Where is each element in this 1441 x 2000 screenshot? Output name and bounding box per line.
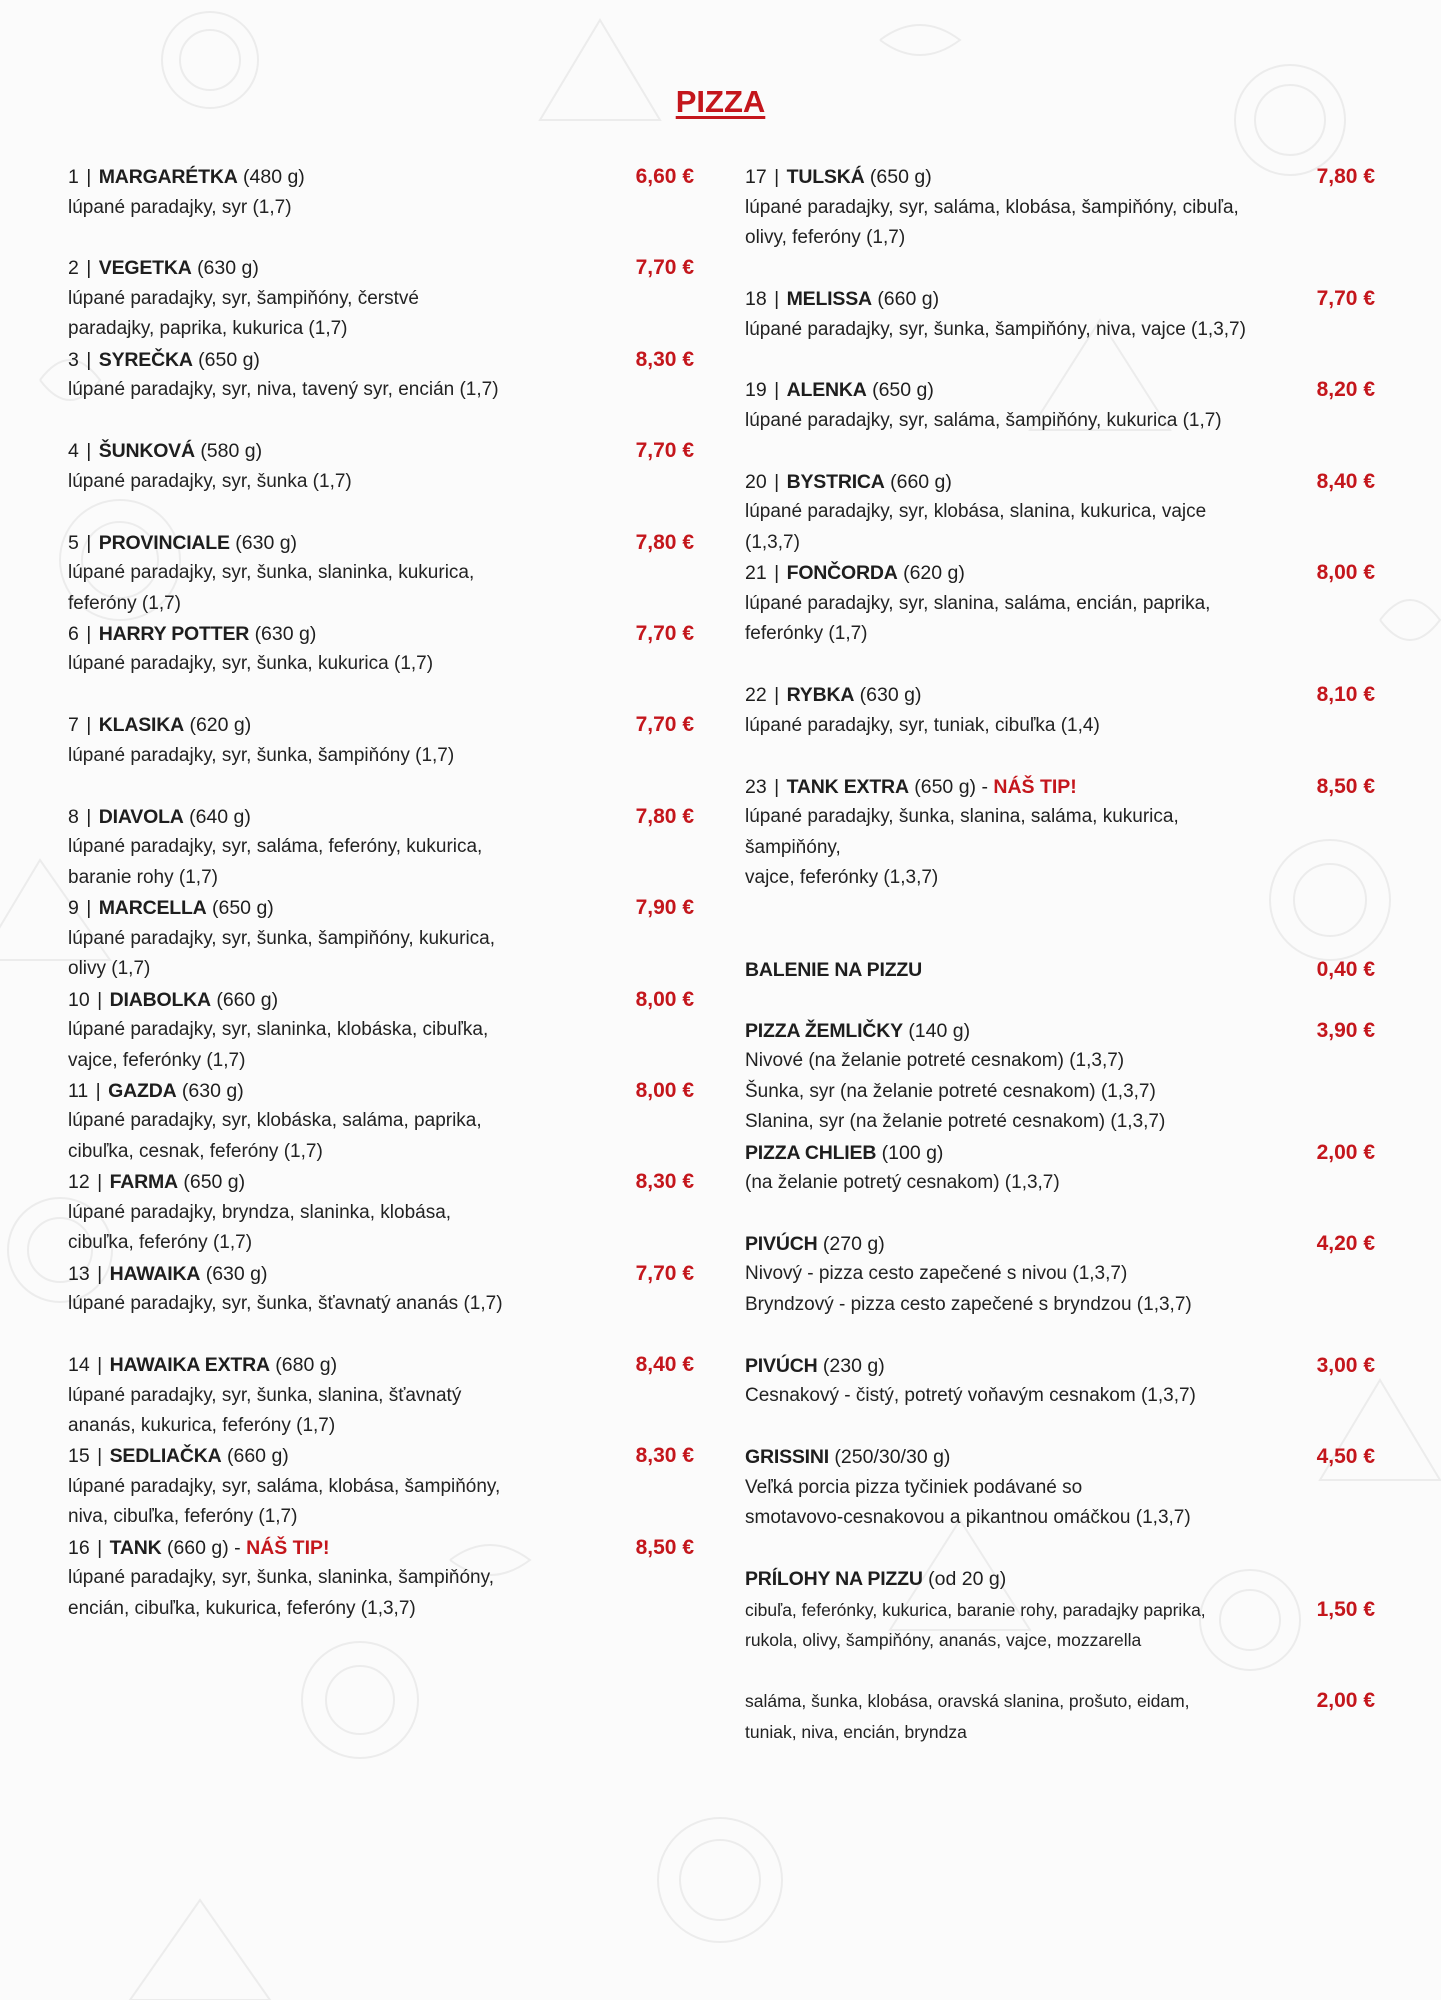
item-number: 20	[745, 470, 767, 493]
item-price: 7,80 €	[635, 804, 694, 828]
item-description: cibuľka, feferóny (1,7)	[68, 1232, 253, 1254]
item-name: FARMA	[109, 1171, 178, 1194]
item-description: lúpané paradajky, syr, klobása, slanina, kukurica, vajce (1,3,7)	[745, 501, 1207, 553]
menu-item	[745, 772, 1375, 894]
page-title: PIZZA	[675, 84, 766, 119]
item-description: Nivový - pizza cesto zapečené s nivou (1,3,7)	[745, 1263, 1128, 1285]
item-price: 7,80 €	[635, 530, 694, 554]
item-description: lúpané paradajky, šunka, slanina, saláma, kukurica, šampiňóny,	[745, 806, 1179, 858]
item-separator: |	[768, 379, 785, 402]
item-name: HARRY POTTER	[98, 622, 250, 645]
item-description: lúpané paradajky, syr, slaninka, klobáska, cibuľka,	[68, 1019, 489, 1041]
item-name: GRISSINI	[745, 1446, 829, 1469]
menu-item	[68, 1441, 694, 1532]
item-number: 9	[68, 897, 79, 920]
item-description: feferóny (1,7)	[68, 592, 181, 614]
extra-item	[745, 1351, 1375, 1442]
item-price: 7,70 €	[635, 256, 694, 280]
item-heading	[745, 1138, 1265, 1169]
item-heading	[745, 1016, 1265, 1047]
item-heading	[68, 985, 584, 1016]
item-price: 7,70 €	[635, 1261, 694, 1285]
item-name: ŠUNKOVÁ	[98, 440, 195, 463]
item-weight: (620 g)	[189, 714, 252, 737]
item-number: 14	[68, 1354, 90, 1377]
item-name: TULSKÁ	[786, 166, 865, 188]
menu-item	[68, 710, 694, 801]
item-name: BALENIE NA PIZZU	[745, 958, 922, 981]
menu-item	[745, 558, 1375, 680]
item-separator: |	[91, 988, 108, 1011]
item-price: 8,50 €	[1316, 774, 1375, 798]
item-description: baranie rohy (1,7)	[68, 866, 218, 888]
item-description: lúpané paradajky, syr, šunka, šampiňóny (1,7)	[68, 744, 455, 766]
item-weight: (630 g)	[235, 531, 298, 554]
item-heading	[68, 802, 584, 833]
item-name: BYSTRICA	[786, 470, 885, 493]
item-number: 10	[68, 988, 90, 1011]
menu-item	[745, 284, 1375, 375]
item-weight: (660 g)	[227, 1445, 289, 1468]
item-number: 17	[745, 166, 767, 188]
pizza-list-right	[745, 162, 1375, 1778]
item-price: 7,70 €	[1316, 287, 1375, 310]
item-weight: (650 g)	[872, 379, 934, 402]
item-weight: (630 g)	[181, 1079, 244, 1102]
item-price: 3,00 €	[1316, 1353, 1375, 1377]
item-weight: (680 g)	[275, 1354, 338, 1377]
item-heading	[68, 1533, 584, 1564]
item-description: lúpané paradajky, syr, šunka, šťavnatý ananás (1,7)	[68, 1293, 503, 1315]
item-separator: |	[768, 775, 785, 798]
item-heading	[68, 619, 584, 650]
item-name: SYREČKA	[98, 348, 193, 371]
item-separator: |	[80, 166, 97, 188]
item-heading	[68, 253, 584, 284]
menu-item	[68, 1533, 694, 1624]
item-number: 8	[68, 805, 79, 828]
item-heading	[745, 1564, 1265, 1595]
extra-item	[745, 1016, 1375, 1138]
item-separator: |	[80, 622, 97, 645]
menu-item	[68, 893, 694, 984]
item-name: KLASIKA	[98, 714, 185, 737]
item-separator: |	[91, 1536, 108, 1559]
item-price: 0,40 €	[1316, 957, 1375, 981]
item-description: lúpané paradajky, syr, slanina, saláma, encián, paprika,	[745, 592, 1211, 614]
item-description: vajce, feferónky (1,7)	[68, 1049, 246, 1071]
item-weight: (630 g)	[859, 684, 922, 707]
item-weight: (650 g)	[869, 166, 932, 188]
item-weight: (580 g)	[200, 440, 263, 463]
item-weight: (640 g)	[189, 805, 251, 828]
item-separator: |	[80, 440, 97, 463]
item-description: lúpané paradajky, syr, saláma, klobása, šampiňóny,	[68, 1475, 501, 1497]
menu-item	[68, 345, 694, 436]
item-description: lúpané paradajky, syr, saláma, klobása, šampiňóny, cibuľa,	[745, 196, 1239, 218]
item-description: olivy (1,7)	[68, 958, 151, 980]
item-number: 23	[745, 775, 767, 798]
item-description: encián, cibuľka, kukurica, feferóny (1,3,7)	[68, 1597, 416, 1619]
item-heading	[68, 1441, 584, 1472]
item-heading	[68, 1350, 584, 1381]
item-name: FONČORDA	[786, 562, 898, 585]
item-number: 15	[68, 1445, 90, 1468]
item-description: lúpané paradajky, bryndza, slaninka, klobása,	[68, 1201, 452, 1223]
item-description: lúpané paradajky, syr (1,7)	[68, 196, 292, 218]
item-price: 8,20 €	[1316, 378, 1375, 402]
item-price: 8,00 €	[635, 1078, 694, 1102]
tip-badge: NÁŠ TIP!	[246, 1536, 330, 1559]
item-price: 4,50 €	[1316, 1445, 1375, 1469]
item-name: VEGETKA	[98, 257, 192, 280]
item-name: MARGARÉTKA	[98, 166, 238, 188]
item-price: 8,10 €	[1316, 683, 1375, 707]
topping-group	[745, 1595, 1375, 1686]
item-weight: (650 g)	[212, 897, 274, 920]
item-number: 3	[68, 348, 79, 371]
menu-item	[68, 802, 694, 893]
item-description: Nivové (na želanie potreté cesnakom) (1,3,7)	[745, 1050, 1125, 1072]
item-name: PRÍLOHY NA PIZZU	[745, 1568, 923, 1591]
item-heading	[68, 710, 584, 741]
item-separator: |	[91, 1445, 108, 1468]
item-price: 8,00 €	[1316, 561, 1375, 585]
item-description: paradajky, paprika, kukurica (1,7)	[68, 318, 348, 340]
item-name: PIVÚCH	[745, 1354, 818, 1377]
item-separator: |	[768, 470, 785, 493]
item-name: HAWAIKA	[109, 1262, 201, 1285]
item-weight: (650 g) -	[914, 775, 988, 798]
menu-item	[68, 253, 694, 344]
item-heading	[68, 1076, 584, 1107]
item-number: 7	[68, 714, 79, 737]
item-description: saláma, šunka, klobása, oravská slanina, prošuto, eidam,	[745, 1691, 1190, 1712]
menu-item	[68, 1350, 694, 1441]
item-separator: |	[80, 348, 97, 371]
item-separator: |	[80, 714, 97, 737]
item-price: 8,00 €	[635, 987, 694, 1011]
item-name: PIVÚCH	[745, 1232, 818, 1255]
item-heading	[68, 162, 584, 193]
item-name: DIAVOLA	[98, 805, 184, 828]
item-description: cibuľa, feferónky, kukurica, baranie rohy, paradajky paprika,	[745, 1599, 1206, 1620]
item-name: MELISSA	[786, 288, 872, 310]
item-weight: (480 g)	[243, 166, 305, 188]
item-price: 7,90 €	[635, 896, 694, 920]
extra-item	[745, 955, 1375, 1016]
item-heading	[68, 345, 584, 376]
item-name: SEDLIAČKA	[109, 1445, 222, 1468]
item-price: 2,00 €	[1316, 1140, 1375, 1164]
item-separator: |	[91, 1354, 108, 1377]
item-description: olivy, feferóny (1,7)	[745, 227, 906, 248]
pizza-list-right-items	[745, 162, 1375, 894]
item-name: PIZZA CHLIEB	[745, 1141, 877, 1164]
item-separator: |	[80, 257, 97, 280]
item-weight: (100 g)	[881, 1141, 944, 1164]
item-price: 8,40 €	[635, 1353, 694, 1377]
item-number: 11	[68, 1079, 89, 1102]
item-heading	[68, 1167, 584, 1198]
menu-item	[745, 680, 1375, 771]
item-description: rukola, olivy, šampiňóny, ananás, vajce, mozzarella	[745, 1630, 1142, 1651]
menu-item	[68, 1167, 694, 1258]
item-weight: (650 g)	[183, 1171, 246, 1194]
item-price: 8,30 €	[635, 1170, 694, 1194]
item-price: 7,70 €	[635, 439, 694, 463]
item-separator: |	[91, 1171, 108, 1194]
item-separator: |	[768, 562, 785, 585]
item-separator: |	[90, 1079, 107, 1102]
item-separator: |	[80, 805, 97, 828]
item-heading	[745, 558, 1265, 589]
item-heading	[745, 1351, 1265, 1382]
extras-list	[745, 955, 1375, 1778]
item-weight: (660 g) -	[166, 1536, 241, 1559]
item-heading	[68, 893, 584, 924]
item-weight: (620 g)	[903, 562, 965, 585]
item-description: lúpané paradajky, syr, klobáska, saláma, paprika,	[68, 1110, 482, 1132]
item-separator: |	[91, 1262, 108, 1285]
item-description: lúpané paradajky, syr, šunka, šampiňóny, kukurica,	[68, 927, 496, 949]
item-price: 6,60 €	[635, 165, 694, 188]
item-weight: (od 20 g)	[928, 1568, 1007, 1591]
item-heading	[68, 1259, 584, 1290]
menu-item	[68, 162, 694, 253]
item-separator: |	[768, 288, 785, 310]
item-name: PIZZA ŽEMLIČKY	[745, 1019, 903, 1042]
item-description: feferónky (1,7)	[745, 623, 868, 645]
item-weight: (630 g)	[197, 257, 259, 280]
item-price: 7,80 €	[1316, 165, 1375, 188]
item-name: DIABOLKA	[109, 988, 211, 1011]
extra-item	[745, 1138, 1375, 1229]
menu-item	[745, 467, 1375, 558]
item-description: Veľká porcia pizza tyčiniek podávané so	[745, 1476, 1083, 1498]
item-price: 8,40 €	[1316, 469, 1375, 493]
item-weight: (660 g)	[216, 988, 279, 1011]
item-price: 4,20 €	[1316, 1231, 1375, 1255]
item-heading	[745, 375, 1265, 406]
item-heading	[745, 1442, 1265, 1473]
item-description: lúpané paradajky, syr, saláma, šampiňóny, kukurica (1,7)	[745, 409, 1222, 431]
extra-item-toppings	[745, 1564, 1375, 1595]
item-weight: (270 g)	[822, 1232, 885, 1255]
item-description: vajce, feferónky (1,3,7)	[745, 867, 939, 889]
item-heading	[745, 284, 1265, 315]
item-weight: (660 g)	[877, 288, 940, 310]
item-separator: |	[80, 531, 97, 554]
item-number: 21	[745, 562, 767, 585]
item-number: 1	[68, 166, 79, 188]
item-heading	[745, 467, 1265, 498]
item-name: TANK EXTRA	[786, 775, 909, 798]
item-price: 1,50 €	[1316, 1597, 1375, 1621]
item-name: MARCELLA	[98, 897, 207, 920]
item-price: 7,70 €	[635, 621, 694, 645]
item-weight: (650 g)	[198, 348, 260, 371]
item-number: 13	[68, 1262, 90, 1285]
item-price: 2,00 €	[1316, 1689, 1375, 1713]
item-description: lúpané paradajky, syr, šunka, slanina, šťavnatý	[68, 1384, 462, 1406]
item-name: GAZDA	[108, 1079, 177, 1102]
item-price: 8,50 €	[635, 1535, 694, 1559]
item-description: lúpané paradajky, syr, niva, tavený syr, encián (1,7)	[68, 379, 499, 401]
item-heading	[745, 680, 1265, 711]
item-description: lúpané paradajky, syr, šunka, kukurica (1,7)	[68, 653, 434, 675]
tip-badge: NÁŠ TIP!	[993, 775, 1077, 798]
item-heading	[745, 772, 1265, 803]
item-description: lúpané paradajky, syr, šampiňóny, čerstvé	[68, 287, 419, 309]
item-number: 22	[745, 684, 767, 707]
item-weight: (230 g)	[822, 1354, 885, 1377]
item-name: TANK	[109, 1536, 162, 1559]
item-price: 8,30 €	[635, 1444, 694, 1468]
item-weight: (630 g)	[205, 1262, 268, 1285]
item-description: Bryndzový - pizza cesto zapečené s bryndzou (1,3,7)	[745, 1293, 1192, 1315]
item-description: smotavovo-cesnakovou a pikantnou omáčkou (1,3,7)	[745, 1507, 1191, 1529]
item-description: cibuľka, cesnak, feferóny (1,7)	[68, 1140, 323, 1162]
menu-item	[68, 619, 694, 710]
item-number: 18	[745, 288, 767, 310]
item-price: 7,70 €	[635, 713, 694, 737]
item-price: 3,90 €	[1316, 1018, 1375, 1042]
item-separator: |	[768, 166, 785, 188]
item-heading	[745, 162, 1265, 193]
item-number: 16	[68, 1536, 90, 1559]
item-name: RYBKA	[786, 684, 855, 707]
item-separator: |	[80, 897, 97, 920]
item-description: lúpané paradajky, syr, šunka (1,7)	[68, 470, 352, 492]
item-description: lúpané paradajky, syr, šunka, šampiňóny, niva, vajce (1,3,7)	[745, 318, 1246, 340]
topping-group	[745, 1686, 1375, 1777]
item-separator: |	[768, 684, 785, 707]
item-name: HAWAIKA EXTRA	[109, 1354, 270, 1377]
item-description: lúpané paradajky, syr, tuniak, cibuľka (1,4)	[745, 714, 1100, 736]
extra-item	[745, 1442, 1375, 1564]
section-spacer	[745, 894, 1375, 955]
item-heading	[68, 528, 584, 559]
item-number: 5	[68, 531, 79, 554]
item-description: Cesnakový - čistý, potretý voňavým cesnakom (1,3,7)	[745, 1385, 1196, 1407]
item-name: ALENKA	[786, 379, 867, 402]
menu-item	[745, 162, 1375, 284]
menu-item	[68, 1076, 694, 1167]
item-description: niva, cibuľka, feferóny (1,7)	[68, 1506, 298, 1528]
item-description: tuniak, niva, encián, bryndza	[745, 1721, 967, 1742]
menu-item	[745, 375, 1375, 466]
item-number: 4	[68, 440, 79, 463]
item-name: PROVINCIALE	[98, 531, 230, 554]
menu-item	[68, 1259, 694, 1350]
item-weight: (140 g)	[908, 1019, 971, 1042]
item-description: Šunka, syr (na želanie potreté cesnakom) (1,3,7)	[745, 1080, 1156, 1102]
item-description: lúpané paradajky, syr, šunka, slaninka, šampiňóny,	[68, 1567, 494, 1589]
item-description: lúpané paradajky, syr, saláma, feferóny, kukurica,	[68, 836, 483, 858]
item-weight: (630 g)	[254, 622, 317, 645]
item-description: ananás, kukurica, feferóny (1,7)	[68, 1415, 336, 1437]
item-weight: (250/30/30 g)	[834, 1446, 951, 1469]
item-description: (na želanie potretý cesnakom) (1,3,7)	[745, 1172, 1060, 1194]
extra-item	[745, 1229, 1375, 1351]
item-number: 19	[745, 379, 767, 402]
item-heading	[68, 436, 584, 467]
item-price: 8,30 €	[635, 347, 694, 371]
item-description: Slanina, syr (na želanie potreté cesnakom) (1,3,7)	[745, 1111, 1166, 1133]
menu-item	[68, 985, 694, 1076]
menu-item	[68, 436, 694, 527]
item-heading	[745, 955, 1265, 986]
item-weight: (660 g)	[890, 470, 952, 493]
pizza-list-left	[68, 162, 694, 1624]
menu-item	[68, 528, 694, 619]
item-number: 2	[68, 257, 79, 280]
item-heading	[745, 1229, 1265, 1260]
item-description: lúpané paradajky, syr, šunka, slaninka, kukurica,	[68, 562, 475, 584]
item-number: 6	[68, 622, 79, 645]
item-number: 12	[68, 1171, 90, 1194]
